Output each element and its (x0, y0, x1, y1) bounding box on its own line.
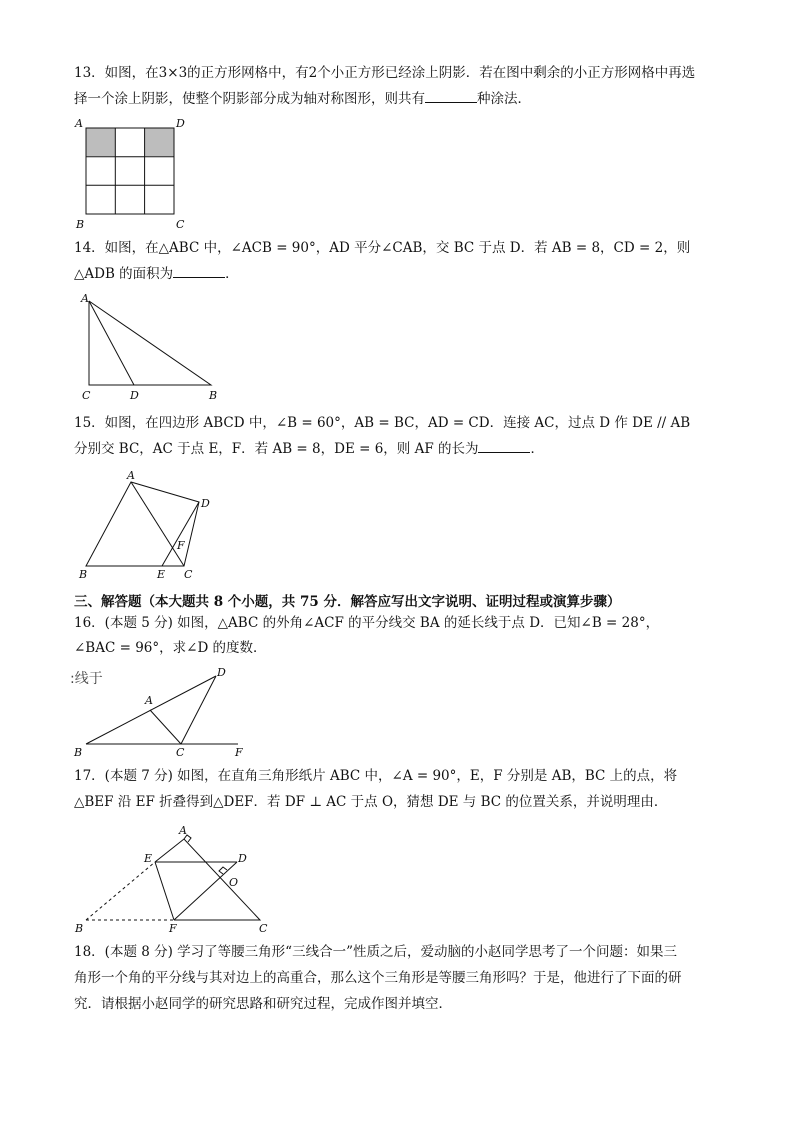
q13-text-line2-b: 种涂法． (477, 91, 531, 107)
section-heading: 三、解答题（本大题共 8 个小题，共 75 分．解答应写出文字说明、证明过程或演算步骤） (74, 594, 621, 610)
q13-label-a: A (75, 117, 83, 130)
q17-text-line1: 17．(本题 7 分) 如图，在直角三角形纸片 ABC 中，∠A = 90°，E，F 分别是 AB，BC 上的点，将 (74, 768, 678, 784)
q16-text-line1: 16．(本题 5 分) 如图，△ABC 的外角∠ACF 的平分线交 BA 的延长线于点 D．已知∠B = 28°， (74, 615, 660, 631)
q14-triangle-abc (89, 301, 211, 385)
q13-label-c: C (176, 218, 185, 231)
q15-text-line2-b: ． (530, 441, 544, 457)
q16-label-a: A (145, 694, 153, 707)
q15-label-f: F (177, 539, 185, 552)
q13-text-line1: 13．如图，在3×3的正方形网格中，有2个小正方形已经涂上阴影．若在图中剩余的小正方形网格中再选 (74, 65, 696, 81)
q14-label-b: B (209, 389, 218, 402)
q14-text-line2 (74, 265, 239, 283)
q14-answer-blank[interactable] (173, 265, 225, 278)
q15-text-line2-a: 分别交 BC，AC 于点 E，F．若 AB = 8，DE = 6，则 AF 的长为 (74, 441, 479, 457)
q16-segment-ac (150, 710, 181, 744)
q14-segment-ad (89, 301, 134, 385)
q18-text-line3: 究．请根据小赵同学的研究思路和研究过程，完成作图并填空． (74, 996, 452, 1012)
q16-triangle-figure (72, 664, 252, 762)
q15-quadrilateral-figure (72, 470, 222, 582)
q17-label-a: A (179, 824, 187, 837)
q17-text-line2: △BEF 沿 EF 折叠得到△DEF．若 DF ⊥ AC 于点 O，猜想 DE 与 BC 的位置关系，并说明理由． (74, 794, 668, 810)
q15-label-c: C (184, 568, 193, 581)
q16-label-f: F (235, 746, 243, 759)
q16-label-c: C (176, 746, 185, 759)
q16-line-bd (86, 676, 216, 744)
q15-quadrilateral-abcd (86, 482, 199, 566)
q15-label-b: B (79, 568, 88, 581)
q14-label-c: C (82, 389, 91, 402)
q13-grid-figure (72, 114, 192, 236)
q17-segment-df (174, 862, 237, 920)
q15-label-a: A (127, 470, 135, 482)
q13-shaded-cell-1 (86, 128, 115, 156)
q18-text-line1: 18．(本题 8 分) 学习了等腰三角形“三线合一”性质之后，爱动脑的小赵同学思考了一个问题：如果三 (74, 944, 677, 960)
q17-label-c: C (259, 922, 268, 935)
q16-label-b: B (74, 746, 83, 759)
q14-label-d: D (130, 389, 139, 402)
q13-answer-blank[interactable] (425, 90, 477, 103)
q13-text-line2-a: 择一个涂上阴影，使整个阴影部分成为轴对称图形，则共有 (74, 91, 425, 107)
q17-segment-ef (155, 862, 174, 920)
q16-stray-mark: :线于 (70, 671, 103, 687)
q17-label-e: E (144, 852, 153, 865)
q17-label-d: D (238, 852, 247, 865)
q15-label-d: D (201, 497, 210, 510)
q17-label-b: B (75, 922, 84, 935)
q18-text-line2: 角形一个角的平分线与其对边上的高重合，那么这个三角形是等腰三角形吗？于是，他进行了下面的研 (74, 970, 682, 986)
q15-segment-de (162, 502, 199, 566)
q17-label-o: O (229, 876, 239, 889)
q17-dashed-be (86, 862, 155, 920)
q13-label-d: D (176, 117, 185, 130)
q16-segment-cd (181, 676, 216, 744)
q15-text-line2 (74, 440, 544, 458)
q15-diagonal-ac (131, 482, 184, 566)
q14-text-line2-b: ． (225, 266, 239, 282)
q16-label-d: D (217, 666, 226, 679)
q17-label-f: F (169, 922, 177, 935)
q13-text-line2 (74, 90, 531, 108)
q16-text-line2: ∠BAC = 96°，求∠D 的度数． (74, 640, 267, 656)
q14-text-line1: 14．如图，在△ABC 中，∠ACB = 90°，AD 平分∠CAB，交 BC 于点 D．若 AB = 8，CD = 2，则 (74, 240, 691, 256)
q13-shaded-cell-2 (145, 128, 174, 156)
q15-answer-blank[interactable] (478, 440, 530, 453)
q17-fold-figure (72, 820, 272, 938)
q14-label-a: A (81, 292, 89, 305)
q13-label-b: B (76, 218, 85, 231)
q15-label-e: E (157, 568, 166, 581)
q14-text-line2-a: △ADB 的面积为 (74, 266, 174, 282)
q15-text-line1: 15．如图，在四边形 ABCD 中，∠B = 60°，AB = BC，AD = CD．连接 AC，过点 D 作 DE // AB (74, 415, 691, 431)
q14-triangle-figure (72, 288, 232, 404)
